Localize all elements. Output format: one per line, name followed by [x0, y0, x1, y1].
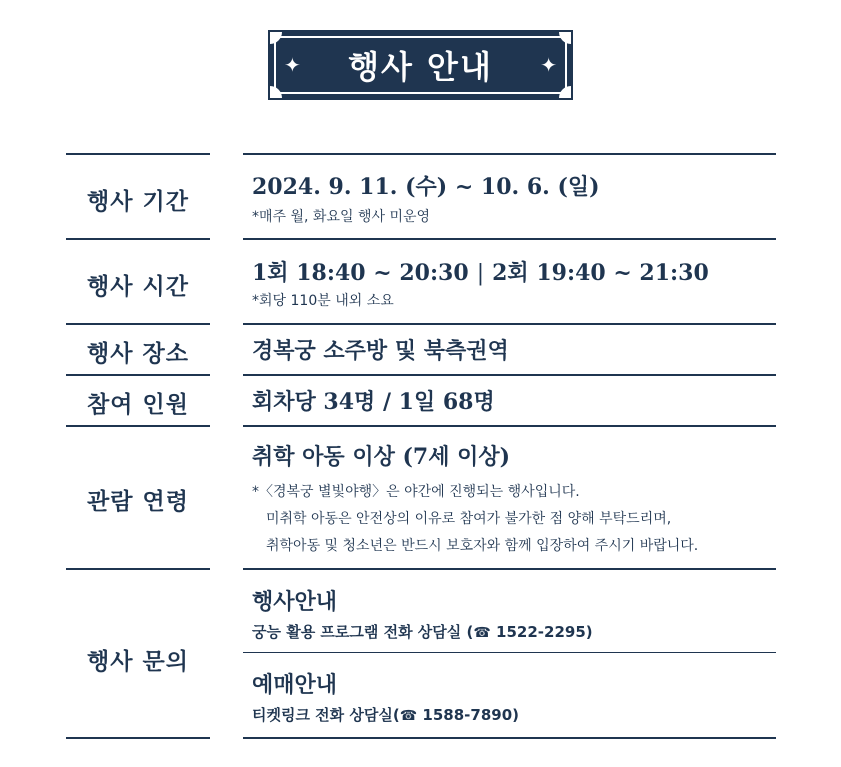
period-label: 행사 기간	[87, 189, 189, 215]
event-info-title: 행사안내	[252, 589, 338, 615]
divider	[243, 568, 776, 570]
divider	[66, 425, 210, 427]
phone-icon: ☎	[473, 625, 491, 641]
inquiry-label: 행사 문의	[87, 649, 189, 675]
period-value: 2024. 9. 11. (수) ~ 10. 6. (일)	[252, 174, 600, 200]
divider	[243, 238, 776, 240]
time-session-1: 1회 18:40 ~ 20:30	[252, 260, 469, 286]
place-value: 경복궁 소주방 및 북측권역	[252, 338, 509, 364]
ticket-info-title: 예매안내	[252, 672, 338, 698]
divider	[66, 153, 210, 155]
time-label: 행사 시간	[87, 274, 189, 300]
divider	[66, 374, 210, 376]
place-label: 행사 장소	[87, 341, 189, 367]
age-note-2: 미취학 아동은 안전상의 이유로 참여가 불가한 점 양해 부탁드리며,	[266, 511, 672, 527]
divider	[243, 737, 776, 739]
age-label: 관람 연령	[87, 489, 189, 515]
ticket-info-detail	[252, 704, 519, 725]
event-info-detail	[252, 621, 593, 642]
divider	[66, 568, 210, 570]
ticket-info-phone[interactable]: 1588-7890)	[422, 706, 519, 724]
divider	[243, 374, 776, 376]
page-title: 행사 안내	[348, 48, 493, 86]
divider	[66, 323, 210, 325]
age-note-3: 취학아동 및 청소년은 반드시 보호자와 함께 입장하여 주시기 바랍니다.	[266, 538, 699, 554]
divider	[66, 238, 210, 240]
time-value	[252, 256, 709, 287]
divider	[243, 425, 776, 427]
sparkle-icon: ✦	[540, 53, 557, 77]
divider	[243, 153, 776, 155]
divider	[243, 323, 776, 325]
people-value: 회차당 34명 / 1일 68명	[252, 389, 495, 415]
divider	[66, 737, 210, 739]
event-info-phone[interactable]: 1522-2295)	[496, 623, 593, 641]
period-note: *매주 월, 화요일 행사 미운영	[252, 209, 431, 225]
phone-icon: ☎	[399, 708, 418, 724]
event-info-prefix: 궁능 활용 프로그램 전화 상담실 (	[252, 623, 474, 641]
age-note-1: *〈경복궁 별빛야행〉은 야간에 진행되는 행사입니다.	[252, 484, 580, 500]
title-badge	[268, 30, 573, 100]
time-separator: |	[476, 261, 485, 286]
time-note: *회당 110분 내외 소요	[252, 293, 394, 309]
time-session-2: 2회 19:40 ~ 21:30	[492, 260, 709, 286]
divider	[243, 652, 776, 653]
people-label: 참여 인원	[87, 392, 189, 418]
sparkle-icon: ✦	[284, 53, 301, 77]
ticket-info-prefix: 티켓링크 전화 상담실(	[252, 706, 400, 724]
age-value: 취학 아동 이상 (7세 이상)	[252, 444, 511, 470]
